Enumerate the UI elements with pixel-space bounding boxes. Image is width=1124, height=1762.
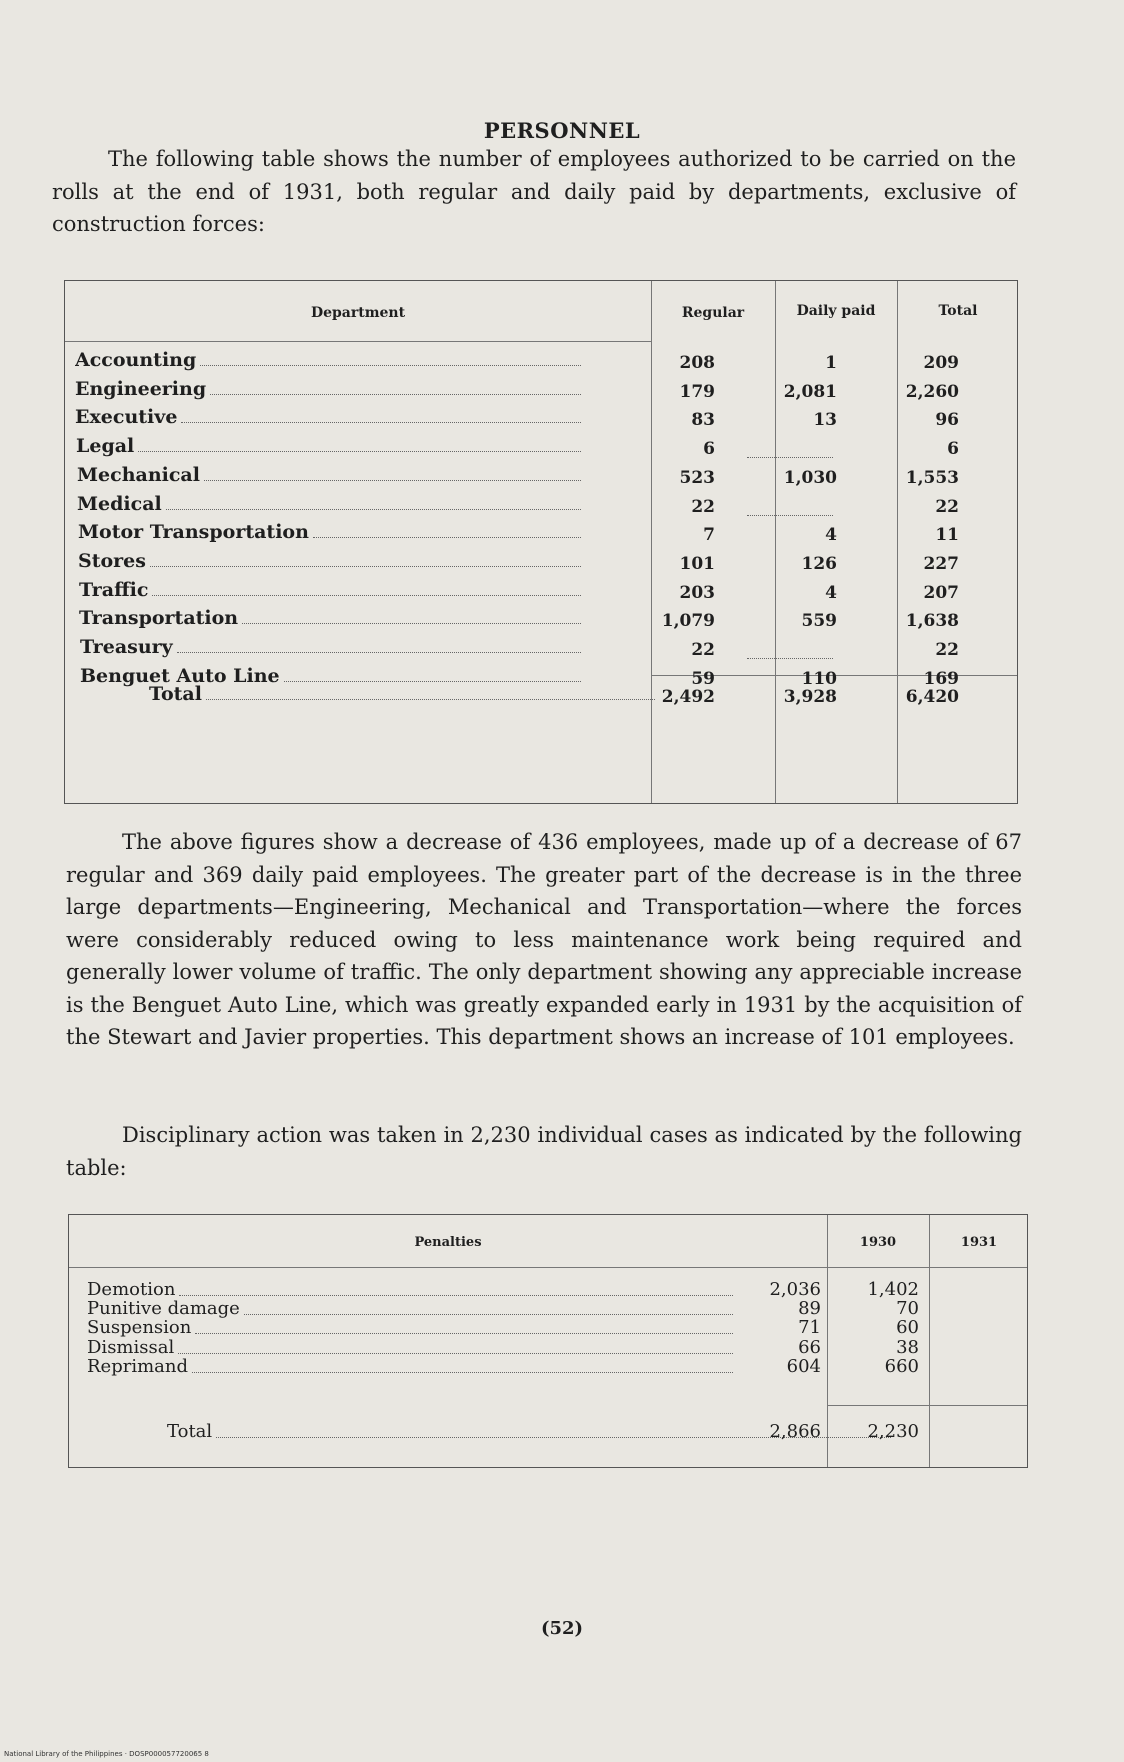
intro-paragraph — [52, 143, 1016, 241]
department-name: Legal — [76, 435, 135, 458]
total-value: 6 — [947, 439, 959, 460]
page-number: (52) — [540, 1618, 584, 1639]
table-row — [69, 1356, 1027, 1378]
total-value: 11 — [935, 525, 959, 546]
department-name: Stores — [78, 549, 146, 572]
value-1930: 2,036 — [769, 1279, 821, 1300]
value-1930: 89 — [798, 1298, 821, 1320]
daily-blank — [747, 499, 833, 516]
department-name: Executive — [75, 406, 178, 429]
table-row — [65, 464, 1017, 496]
total-value: 22 — [935, 640, 959, 660]
regular-value: 101 — [679, 553, 715, 574]
regular-value: 59 — [691, 668, 715, 689]
total-value: 1,553 — [905, 467, 959, 488]
header-department: Department — [310, 305, 406, 321]
daily-value: 126 — [801, 553, 837, 574]
total-value: 96 — [935, 410, 959, 431]
table-row — [65, 406, 1017, 438]
department-name: Accounting — [75, 349, 197, 371]
penalty-name: Reprimand — [87, 1355, 189, 1377]
total-daily: 3,928 — [783, 687, 837, 707]
regular-value: 203 — [679, 582, 715, 603]
decrease-text: The above figures show a decrease of 436 employees, made up of a decrease of 67 regular and 369 daily paid employees. The greater part of the decrease is in the three large departments—Engineering, Mechanical and Transportation—where the forces were considerably reduced owing to less maintenance work being required and generally lower volume of traffic. The only department showing any appreciable increase is the Benguet Auto Line, which was greatly expanded early in 1931 by the acquisition of the Stewart and Javier properties. This department shows an increase of 101 employees. — [66, 830, 1022, 1049]
daily-blank — [747, 642, 833, 659]
table-row — [65, 435, 1017, 467]
total-value: 22 — [935, 496, 959, 517]
penalties-total-row — [69, 1421, 1027, 1443]
total-value: 169 — [923, 668, 959, 689]
department-name: Engineering — [75, 377, 207, 400]
penalty-name: Punitive damage — [87, 1298, 240, 1320]
daily-value: 2,081 — [783, 381, 837, 402]
header-daily-paid: Daily paid — [796, 303, 876, 319]
value-1931: 660 — [884, 1355, 919, 1377]
value-1931: 60 — [896, 1317, 919, 1339]
total-value: 2,260 — [905, 381, 959, 402]
department-name: Mechanical — [77, 463, 200, 486]
table-row — [65, 579, 1017, 611]
value-1931: 70 — [896, 1298, 919, 1320]
daily-value: 4 — [825, 525, 837, 546]
department-name: Traffic — [79, 578, 149, 601]
value-1931: 38 — [896, 1336, 919, 1358]
header-total: Total — [938, 303, 978, 319]
total-total: 6,420 — [905, 687, 959, 707]
table-row — [65, 521, 1017, 553]
disciplinary-text: Disciplinary action was taken in 2,230 individual cases as indicated by the following table: — [66, 1123, 1022, 1180]
value-1930: 66 — [798, 1336, 821, 1358]
penalties-total-1930: 2,866 — [769, 1421, 821, 1442]
table-row — [65, 493, 1017, 525]
department-name: Medical — [77, 492, 162, 515]
employees-table — [64, 280, 1018, 804]
footer-watermark: National Library of the Philippines · DOSP000057720065 8 — [4, 1750, 209, 1758]
table-row — [65, 550, 1017, 582]
value-1931: 1,402 — [867, 1279, 919, 1300]
department-name: Transportation — [79, 607, 239, 630]
total-value: 227 — [923, 553, 959, 574]
value-1930: 604 — [786, 1355, 821, 1377]
department-name: Treasury — [80, 636, 173, 658]
department-name: Motor Transportation — [78, 521, 309, 544]
intro-text: The following table shows the number of employees authorized to be carried on the rolls at the end of 1931, both regular and daily paid by departments, exclusive of construction forces: — [52, 147, 1016, 236]
department-name: Benguet Auto Line — [80, 664, 280, 687]
total-value: 207 — [923, 582, 959, 603]
total-value: 209 — [923, 353, 959, 373]
penalty-name: Dismissal — [87, 1336, 175, 1358]
regular-value: 83 — [691, 410, 715, 431]
regular-value: 22 — [691, 496, 715, 517]
table-total-row — [65, 683, 1017, 715]
regular-value: 6 — [703, 439, 715, 460]
penalties-table — [68, 1214, 1028, 1468]
daily-value: 559 — [801, 611, 837, 632]
penalties-total-1931: 2,230 — [867, 1421, 919, 1442]
table-row — [65, 378, 1017, 410]
penalty-name: Suspension — [87, 1317, 192, 1339]
table-row — [65, 607, 1017, 639]
header-1931: 1931 — [960, 1235, 998, 1250]
daily-value: 110 — [801, 668, 837, 689]
header-1930: 1930 — [859, 1235, 897, 1250]
header-regular: Regular — [681, 305, 745, 321]
disciplinary-paragraph — [66, 1119, 1022, 1184]
daily-value: 4 — [825, 582, 837, 603]
value-1930: 71 — [798, 1317, 821, 1339]
penalties-total-label: Total — [167, 1421, 213, 1442]
daily-value: 13 — [813, 410, 837, 431]
regular-value: 7 — [703, 525, 715, 546]
regular-value: 1,079 — [661, 611, 715, 632]
daily-blank — [747, 441, 833, 458]
daily-value: 1,030 — [783, 467, 837, 488]
header-penalties: Penalties — [414, 1235, 482, 1250]
regular-value: 523 — [679, 467, 715, 488]
total-label: Total — [149, 683, 202, 705]
page-title: PERSONNEL — [483, 118, 641, 143]
regular-value: 22 — [691, 640, 715, 660]
daily-value: 1 — [825, 353, 837, 373]
total-regular: 2,492 — [661, 687, 715, 707]
penalty-name: Demotion — [87, 1279, 176, 1300]
table-row — [65, 349, 1017, 381]
total-value: 1,638 — [905, 611, 959, 632]
decrease-paragraph — [66, 826, 1022, 1054]
table-row — [65, 636, 1017, 668]
regular-value: 208 — [679, 353, 715, 373]
regular-value: 179 — [679, 381, 715, 402]
